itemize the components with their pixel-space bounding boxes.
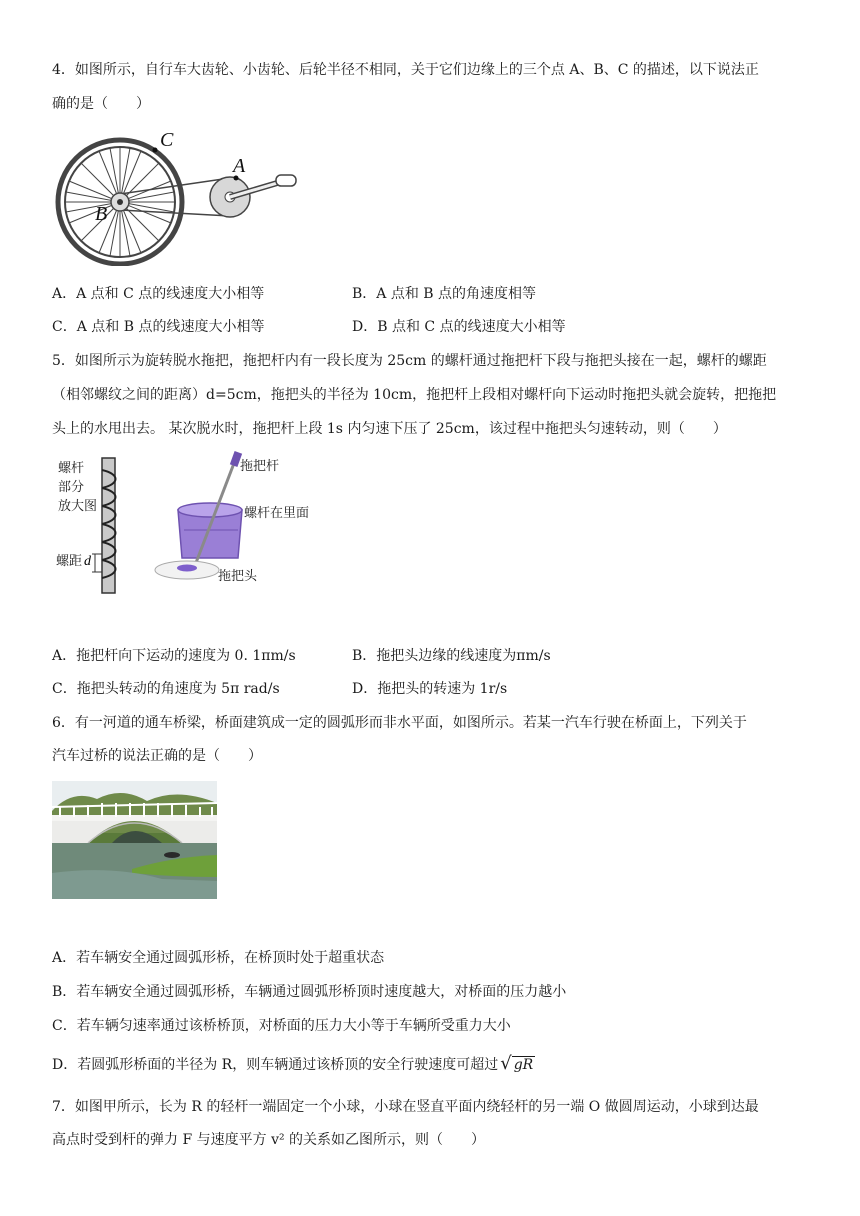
label-d: d [84,554,91,569]
label-b: B [95,203,108,225]
q5-stem-line3: 头上的水甩出去。 某次脱水时，拖把杆上段 1s 内匀速下压了 25cm，该过程中拖把头匀速转动，则（ ） [52,421,727,437]
q5-option-a[interactable]: A．拖把杆向下运动的速度为 0. 1πm/s [52,648,296,664]
label-screw-2: 部分 [58,480,85,495]
sqrt-radicand: gR [513,1057,534,1073]
label-c: C [160,129,174,151]
q6-stem-line1: 6．有一河道的通车桥梁，桥面建筑成一定的圆弧形而非水平面，如图所示。若某一汽车行驶在桥面上，下列关于 [52,715,747,731]
q4-stem-line2: 确的是（ ） [52,96,150,112]
label-screw-inside: 螺杆在里面 [244,506,310,521]
q4-option-a[interactable]: A．A 点和 C 点的线速度大小相等 [52,286,265,302]
q4-option-b[interactable]: B．A 点和 B 点的角速度相等 [352,286,537,302]
label-screw-1: 螺杆 [58,461,85,476]
label-pitch: 螺距 [56,554,83,569]
q6-option-d-text: D．若圆弧形桥面的半径为 R，则车辆通过该桥顶的安全行驶速度可超过 [52,1057,499,1073]
label-mop-head: 拖把头 [218,569,258,584]
q5-option-b[interactable]: B．拖把头边缘的线速度为πm/s [352,648,551,664]
sqrt-symbol: √ [500,1053,512,1074]
q7-stem-line1: 7．如图甲所示，长为 R 的轻杆一端固定一个小球，小球在竖直平面内绕轻杆的另一端 O 做圆周运动，小球到达最 [52,1099,759,1115]
q6-option-a[interactable]: A．若车辆安全通过圆弧形桥，在桥顶时处于超重状态 [52,950,385,966]
q7-stem-line2: 高点时受到杆的弹力 F 与速度平方 v² 的关系如乙图所示，则（ ） [52,1132,486,1148]
label-a: A [233,155,246,177]
mop-figure [52,450,322,600]
bicycle-gear-figure [52,126,302,266]
q5-option-c[interactable]: C．拖把头转动的角速度为 5π rad/s [52,681,280,697]
q6-stem-line2: 汽车过桥的说法正确的是（ ） [52,748,262,764]
arch-bridge-photo [52,781,217,899]
q5-stem-line1: 5．如图所示为旋转脱水拖把，拖把杆内有一段长度为 25cm 的螺杆通过拖把杆下段与拖把头接在一起，螺杆的螺距 [52,353,767,369]
label-screw-3: 放大图 [58,499,98,514]
q6-option-c[interactable]: C．若车辆匀速率通过该桥桥顶，对桥面的压力大小等于车辆所受重力大小 [52,1018,511,1034]
q6-option-b[interactable]: B．若车辆安全通过圆弧形桥，车辆通过圆弧形桥顶时速度越大，对桥面的压力越小 [52,984,567,1000]
q4-option-d[interactable]: D．B 点和 C 点的线速度大小相等 [352,319,566,335]
q5-option-d[interactable]: D．拖把头的转速为 1r/s [352,681,508,697]
q5-stem-line2: （相邻螺纹之间的距离）d=5cm，拖把头的半径为 10cm，拖把杆上段相对螺杆向下运动时拖把头就会旋转，把拖把 [52,387,777,403]
q4-option-c[interactable]: C．A 点和 B 点的线速度大小相等 [52,319,265,335]
q6-option-d[interactable] [52,1054,535,1075]
q4-stem-line1: 4．如图所示，自行车大齿轮、小齿轮、后轮半径不相同，关于它们边缘上的三个点 A、B、C 的描述，以下说法正 [52,62,759,78]
label-rod: 拖把杆 [240,459,280,474]
